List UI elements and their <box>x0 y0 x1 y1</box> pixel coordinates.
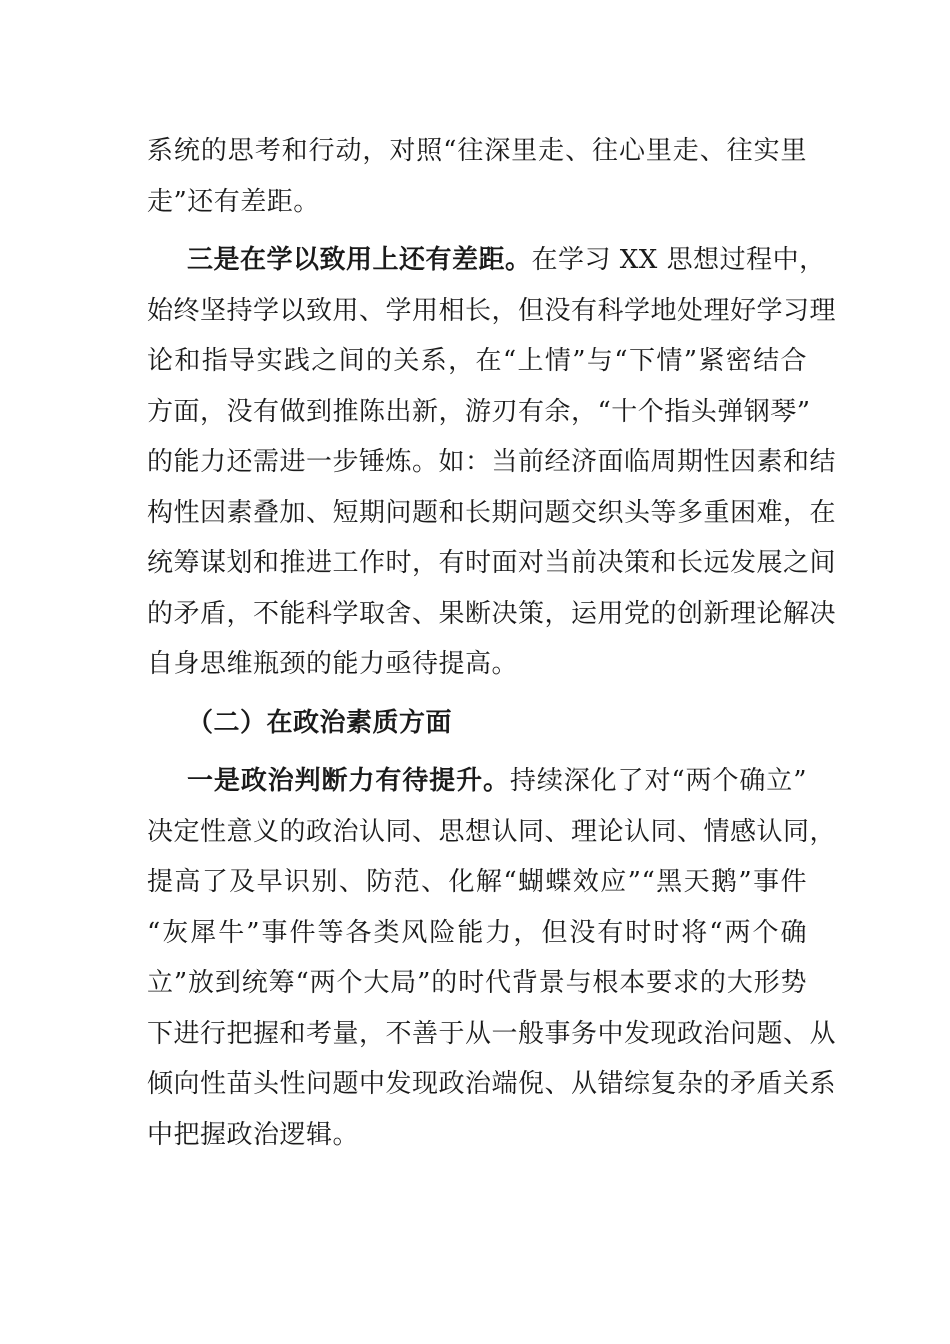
text-line: 统筹谋划和推进工作时，有时面对当前决策和长远发展之间 <box>147 548 837 578</box>
text-line: 自身思维瓶颈的能力亟待提高。 <box>147 649 519 679</box>
text-line: 构性因素叠加、短期问题和长期问题交织头等多重困难，在 <box>147 497 837 528</box>
text-line: 的能力还需进一步锤炼。如：当前经济面临周期性因素和结 <box>147 447 837 477</box>
text-line-first <box>147 235 826 286</box>
paragraph-lead-bold: 三是在学以致用上还有差距。 <box>187 245 532 275</box>
text-line: 中把握政治逻辑。 <box>147 1119 360 1150</box>
section-heading: （二）在政治素质方面 <box>187 707 453 738</box>
paragraph-application <box>147 235 837 690</box>
paragraph-lead-bold: 一是政治判断力有待提升。 <box>187 766 510 796</box>
text-line: 立”放到统筹“两个大局”的时代背景与根本要求的大形势 <box>147 968 807 998</box>
text-line: 提高了及早识别、防范、化解“蝴蝶效应”“黑天鹅”事件 <box>147 867 807 897</box>
paragraph-lead-rest: 持续深化了对“两个确立” <box>509 766 807 796</box>
text-line: 倾向性苗头性问题中发现政治端倪、从错综复杂的矛盾关系 <box>147 1069 837 1099</box>
text-line: “灰犀牛”事件等各类风险能力，但没有时时将“两个确 <box>147 917 807 948</box>
paragraph-political-judgment <box>147 756 837 1160</box>
paragraph-lead-rest: 在学习 XX 思想过程中， <box>531 245 826 275</box>
text-line: 方面，没有做到推陈出新，游刃有余，“十个指头弹钢琴” <box>147 396 811 427</box>
paragraph-continuation <box>147 126 807 227</box>
text-line: 系统的思考和行动，对照“往深里走、往心里走、往实里 <box>147 136 807 166</box>
document-page <box>147 126 837 1160</box>
text-line: 决定性意义的政治认同、思想认同、理论认同、情感认同， <box>147 816 837 847</box>
text-line: 的矛盾，不能科学取舍、果断决策，运用党的创新理论解决 <box>147 598 837 629</box>
text-line: 论和指导实践之间的关系，在“上情”与“下情”紧密结合 <box>147 346 807 376</box>
text-line: 走”还有差距。 <box>147 186 320 217</box>
text-line: 下进行把握和考量，不善于从一般事务中发现政治问题、从 <box>147 1018 837 1049</box>
text-line: 始终坚持学以致用、学用相长，但没有科学地处理好学习理 <box>147 295 837 326</box>
text-line-first <box>147 756 807 807</box>
